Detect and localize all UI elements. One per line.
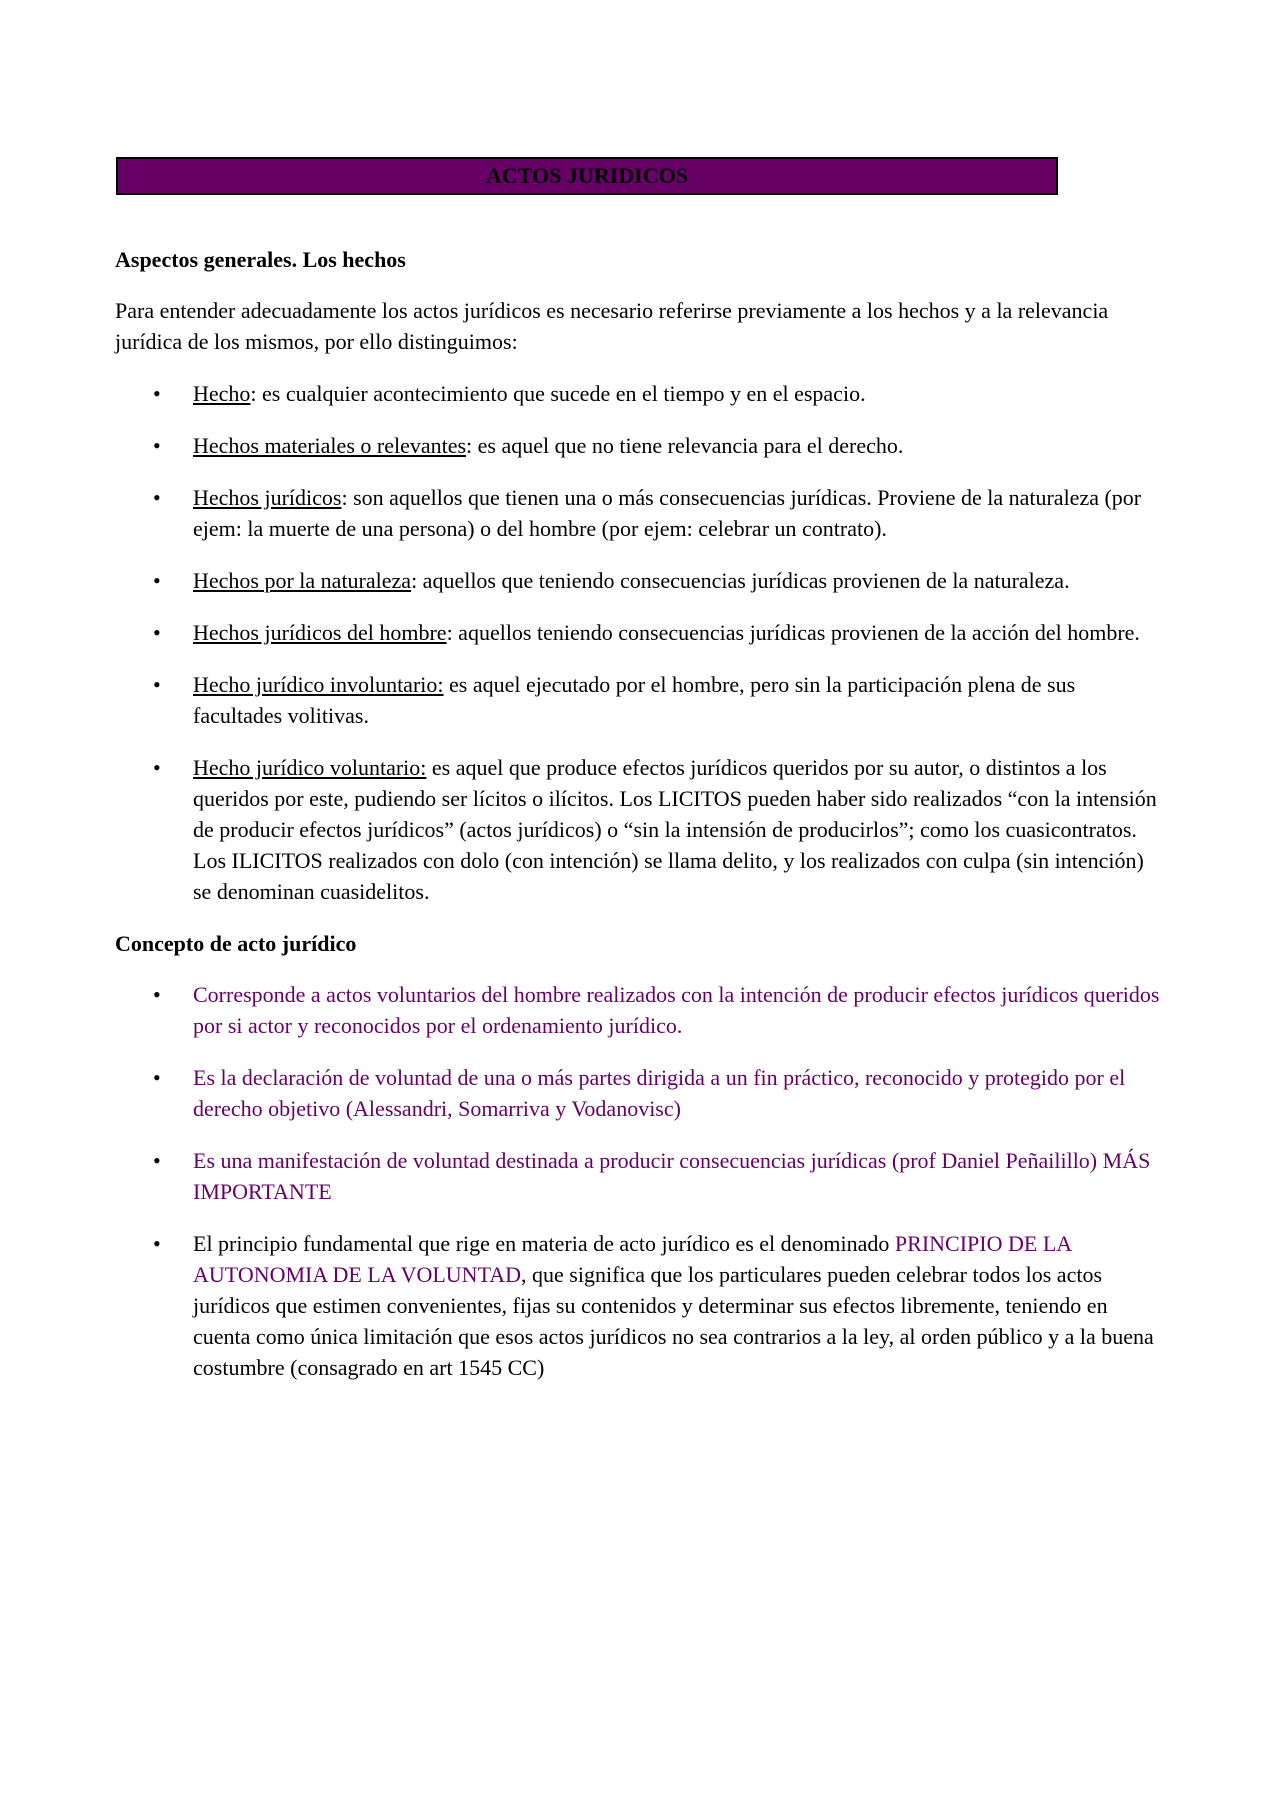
list-item [115, 979, 1165, 1041]
term-label: Hecho jurídico involuntario: [193, 672, 444, 697]
term-definition: : aquellos teniendo consecuencias jurídicas provienen de la acción del hombre. [446, 620, 1140, 645]
bullet-icon: • [153, 620, 161, 645]
list-item [115, 1062, 1165, 1124]
term-definition: : es cualquier acontecimiento que sucede en el tiempo y en el espacio. [250, 381, 866, 406]
term-label: Hecho jurídico voluntario: [193, 755, 427, 780]
principle-text-after: , que significa que los particulares pueden celebrar todos los actos jurídicos que estimen convenientes, fijas su contenidos y determinar sus efectos libremente, teniendo en cuenta como única limitación que esos actos jurídicos no sea contrarios a la ley, al orden público y a la buena costumbre (consagrado en art 1545 CC) [193, 1262, 1154, 1380]
document-body [115, 244, 1165, 1404]
term-label: Hechos materiales o relevantes [193, 433, 467, 458]
term-label: Hecho [193, 381, 251, 406]
list-item [115, 1145, 1165, 1207]
bullet-icon: • [153, 381, 161, 406]
bullet-icon: • [153, 672, 161, 697]
bullet-icon: • [153, 1065, 161, 1090]
term-definition: : aquellos que teniendo consecuencias jurídicas provienen de la naturaleza. [411, 568, 1070, 593]
term-definition: es aquel ejecutado por el hombre, pero sin la participación plena de sus facultades volitivas. [193, 672, 1076, 728]
bullet-icon: • [153, 485, 161, 510]
bullet-icon: • [153, 1148, 161, 1173]
term-label: Hechos jurídicos del hombre [193, 620, 447, 645]
section-heading-concepto: Concepto de acto jurídico [115, 931, 357, 956]
list-item [115, 752, 1165, 907]
bullet-icon: • [153, 982, 161, 1007]
list-item [115, 430, 1165, 461]
term-label: Hechos por la naturaleza [193, 568, 412, 593]
document-title: ACTOS JURIDICOS [116, 157, 1058, 195]
section-heading-hechos: Aspectos generales. Los hechos [115, 247, 406, 272]
concept-definition: Es la declaración de voluntad de una o más partes dirigida a un fin práctico, reconocido y protegido por el derecho objetivo (Alessandri, Somarriva y Vodanovisc) [193, 1065, 1126, 1121]
term-label: Hechos jurídicos [193, 485, 342, 510]
bullet-icon: • [153, 755, 161, 780]
concept-definition: Corresponde a actos voluntarios del hombre realizados con la intención de producir efectos jurídicos queridos por si actor y reconocidos por el ordenamiento jurídico. [193, 982, 1160, 1038]
list-item [115, 378, 1165, 409]
principle-text-before: El principio fundamental que rige en materia de acto jurídico es el denominado [193, 1231, 895, 1256]
term-definition: : es aquel que no tiene relevancia para el derecho. [466, 433, 904, 458]
list-item [115, 669, 1165, 731]
list-item [115, 1228, 1165, 1383]
concept-definition: Es una manifestación de voluntad destinada a producir consecuencias jurídicas (prof Daniel Peñailillo) MÁS IMPORTANTE [193, 1148, 1151, 1204]
hechos-list [115, 378, 1165, 907]
term-definition: es aquel que produce efectos jurídicos queridos por su autor, o distintos a los queridos por este, pudiendo ser lícitos o ilícitos. Los LICITOS pueden haber sido realizados “con la intensión de producir efectos jurídicos” (actos jurídicos) o “sin la intensión de producirlos”; como los cuasicontratos. Los ILICITOS realizados con dolo (con intención) se llama delito, y los realizados con culpa (sin intención) se denominan cuasidelitos. [193, 755, 1157, 904]
list-item [115, 565, 1165, 596]
concepto-list [115, 979, 1165, 1383]
term-definition: : son aquellos que tienen una o más consecuencias jurídicas. Proviene de la naturaleza (por ejem: la muerte de una persona) o del hombre (por ejem: celebrar un contrato). [193, 485, 1142, 541]
bullet-icon: • [153, 568, 161, 593]
bullet-icon: • [153, 1231, 161, 1256]
intro-paragraph: Para entender adecuadamente los actos jurídicos es necesario referirse previamente a los hechos y a la relevancia jurídica de los mismos, por ello distinguimos: [115, 298, 1109, 354]
principle-highlight: PRINCIPIO DE LA AUTONOMIA DE LA VOLUNTAD [193, 1231, 1071, 1287]
list-item [115, 617, 1165, 648]
list-item [115, 482, 1165, 544]
bullet-icon: • [153, 433, 161, 458]
